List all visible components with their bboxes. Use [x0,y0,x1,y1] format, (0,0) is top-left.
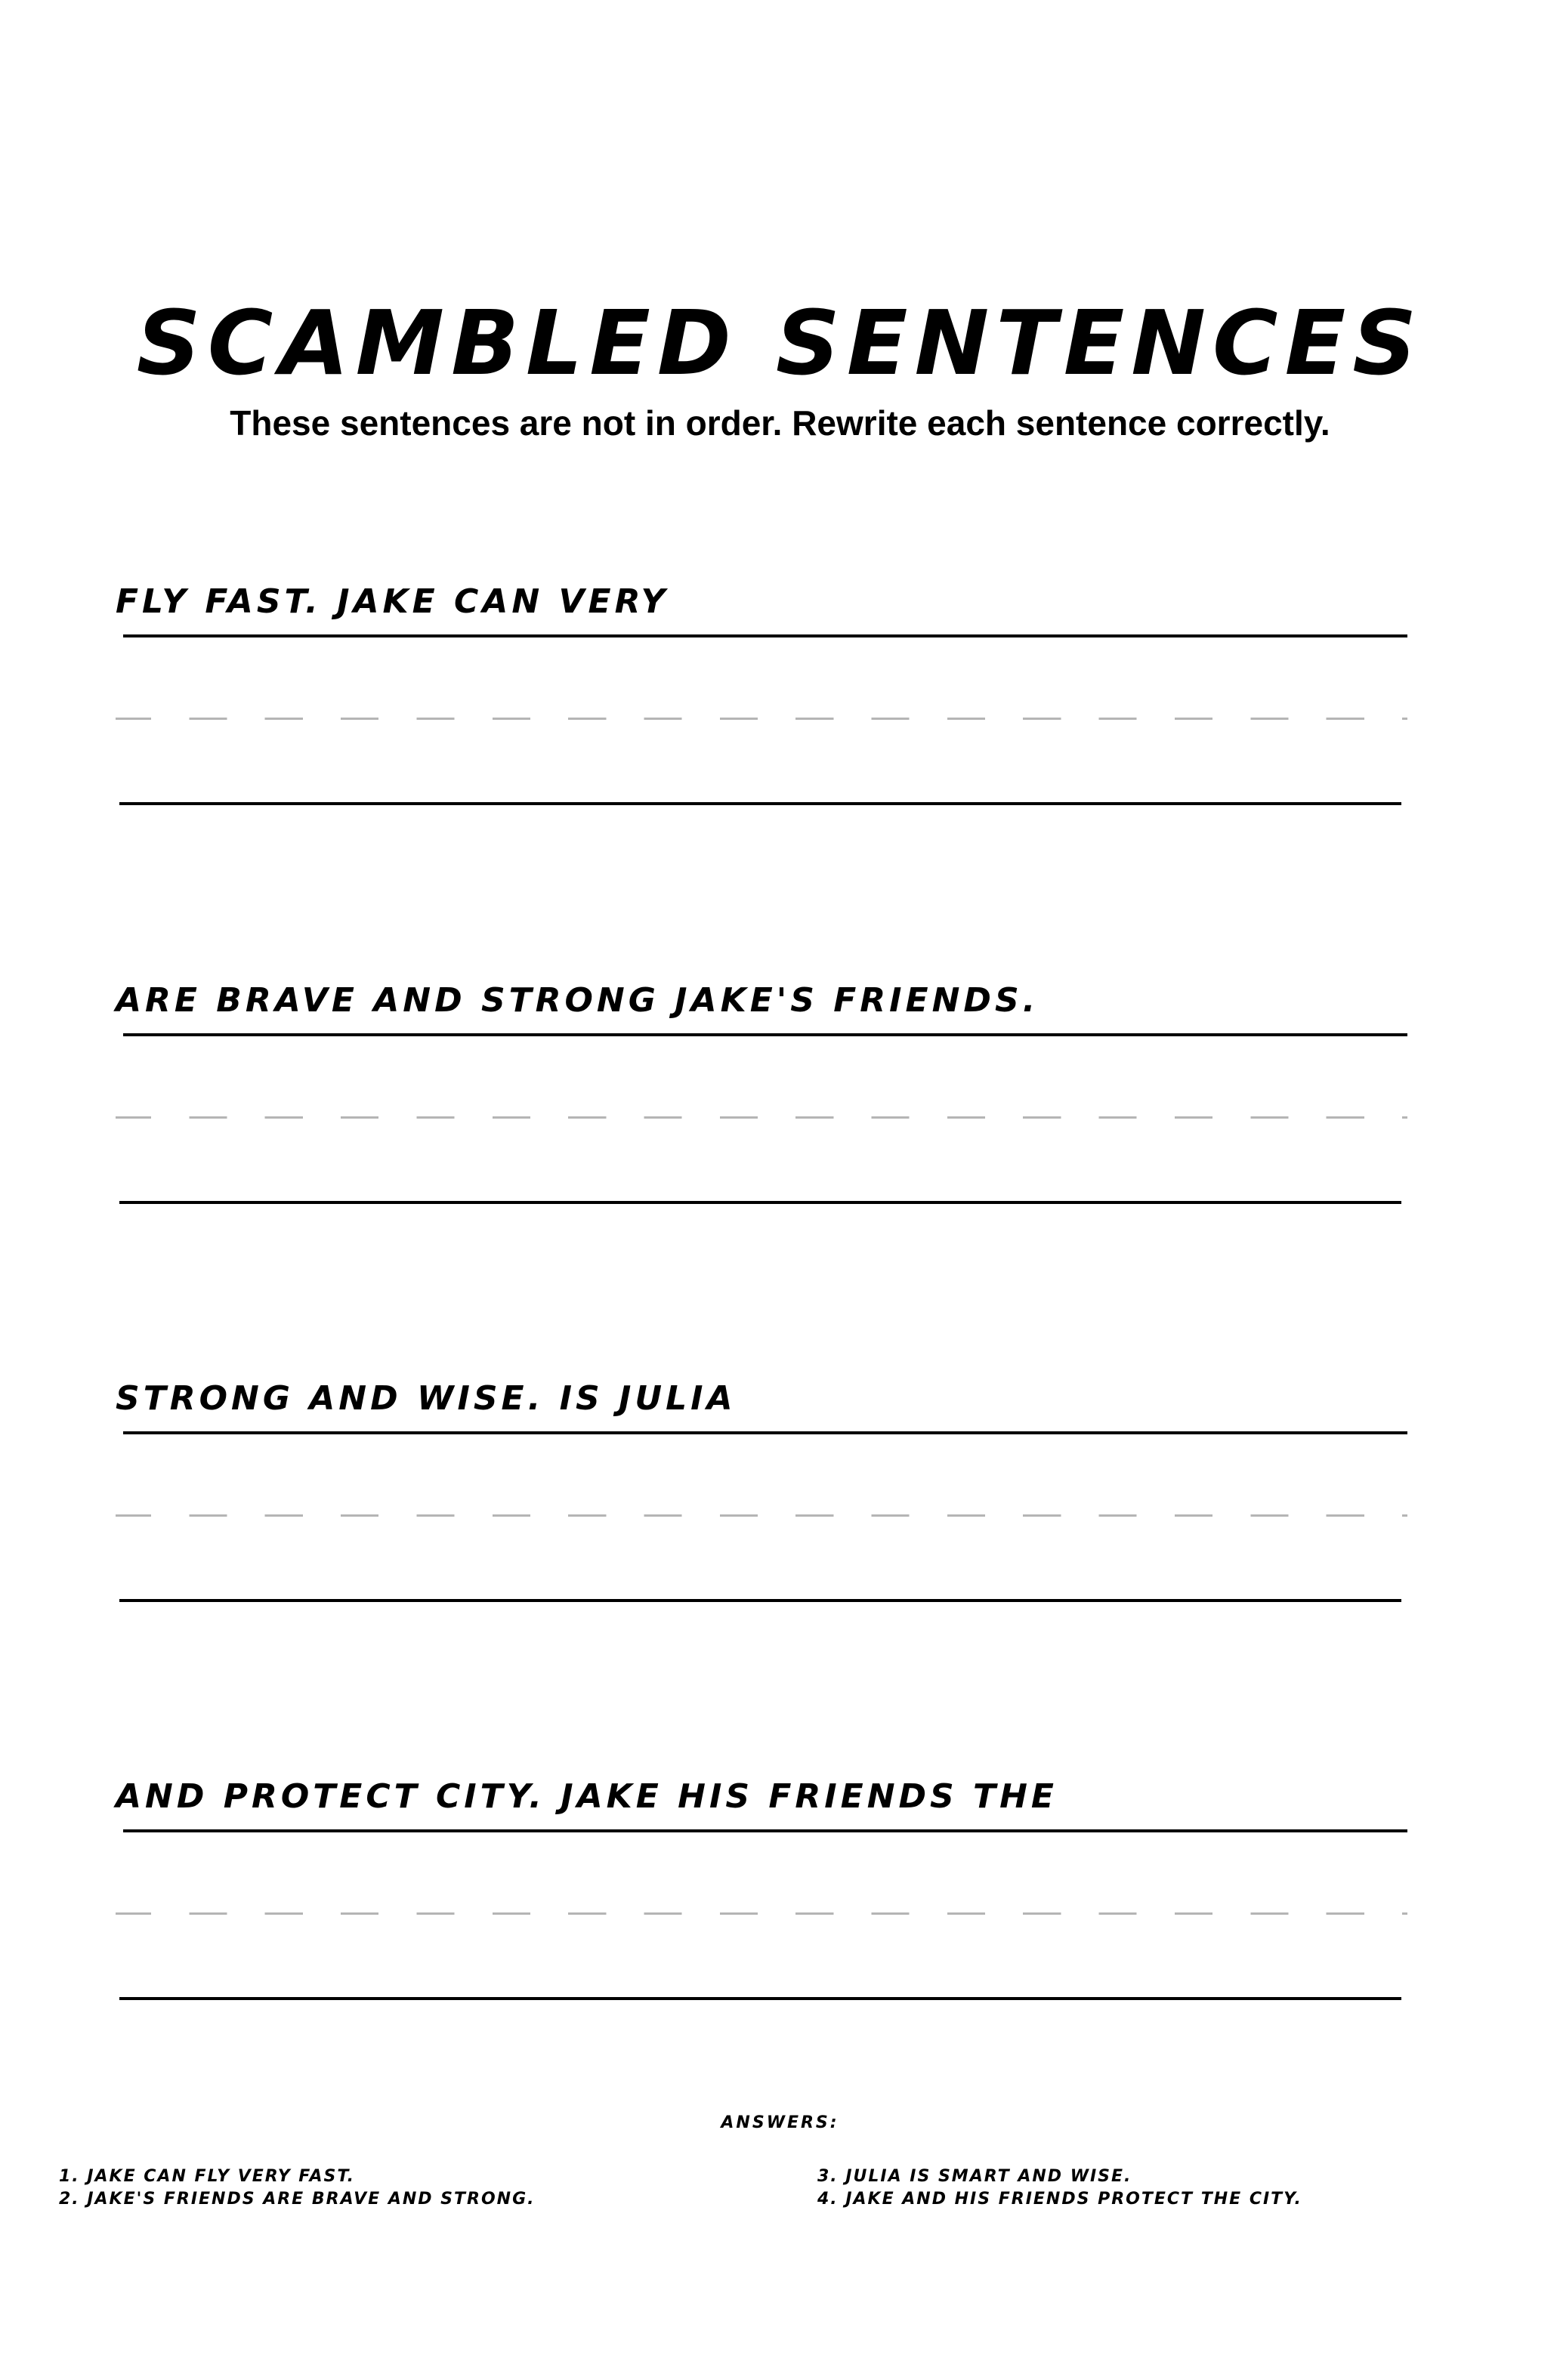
answer-item: 4. JAKE AND HIS FRIENDS PROTECT THE CITY. [817,2190,1302,2209]
writing-midline [116,718,1407,720]
writing-top-line[interactable] [123,1033,1407,1036]
exercise-4 [0,1777,1560,2037]
answers-heading: ANSWERS: [721,2113,839,2132]
exercise-3 [0,1379,1560,1639]
exercise-1 [0,582,1560,842]
answer-item: 2. JAKE'S FRIENDS ARE BRAVE AND STRONG. [59,2190,536,2209]
writing-midline [116,1116,1407,1119]
exercise-prompt: FLY FAST. JAKE CAN VERY [116,582,669,621]
writing-top-line[interactable] [123,1431,1407,1434]
writing-top-line[interactable] [123,1829,1407,1832]
exercise-prompt: ARE BRAVE AND STRONG JAKE'S FRIENDS. [116,981,1039,1020]
answer-item: 3. JULIA IS SMART AND WISE. [817,2167,1132,2186]
writing-baseline[interactable] [119,1997,1401,2000]
worksheet-title: SCAMBLED SENTENCES [136,291,1424,395]
exercise-prompt: STRONG AND WISE. IS JULIA [116,1379,737,1418]
writing-midline [116,1912,1407,1915]
exercise-2 [0,981,1560,1241]
answers-column-left [59,2165,536,2211]
writing-top-line[interactable] [123,634,1407,637]
writing-midline [116,1514,1407,1517]
writing-baseline[interactable] [119,802,1401,805]
answer-item: 1. JAKE CAN FLY VERY FAST. [59,2167,355,2186]
worksheet-instructions: These sentences are not in order. Rewrite each sentence correctly. [230,403,1330,443]
writing-baseline[interactable] [119,1201,1401,1204]
answers-column-right [817,2165,1302,2211]
writing-baseline[interactable] [119,1599,1401,1602]
exercise-prompt: AND PROTECT CITY. JAKE HIS FRIENDS THE [116,1777,1058,1816]
